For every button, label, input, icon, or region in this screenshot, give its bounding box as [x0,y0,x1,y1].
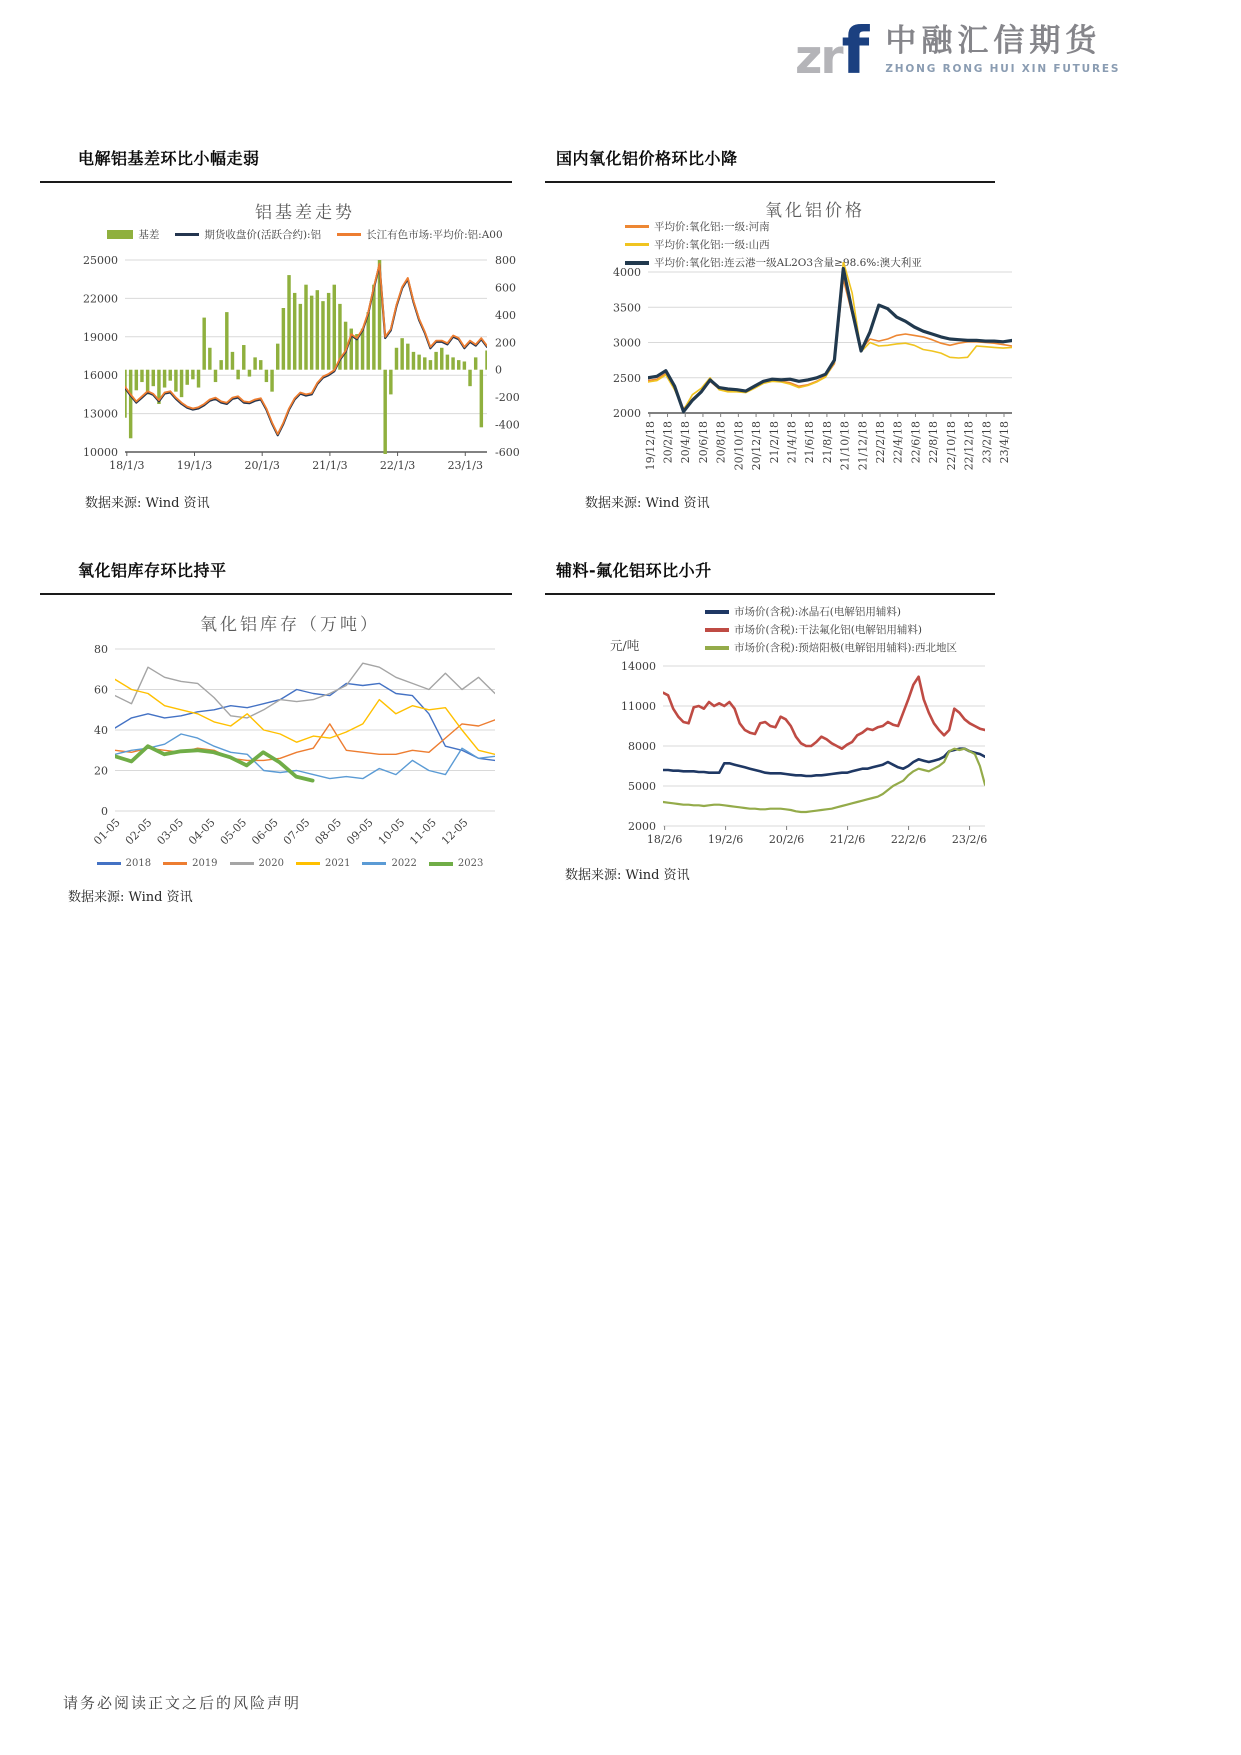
svg-text:-600: -600 [495,446,520,459]
logo-zr-text: zr [795,30,842,85]
svg-text:3000: 3000 [613,336,641,350]
svg-text:5000: 5000 [628,780,656,793]
svg-text:19/2/6: 19/2/6 [707,833,744,846]
svg-text:25000: 25000 [83,254,118,267]
svg-text:600: 600 [495,281,516,295]
svg-text:08-05: 08-05 [312,815,345,848]
legend-label: 2023 [457,858,484,869]
legend-label: 2018 [125,858,152,869]
svg-text:20/1/3: 20/1/3 [244,459,280,472]
svg-text:3500: 3500 [613,301,641,315]
svg-text:19/1/3: 19/1/3 [176,459,213,472]
svg-text:22/6/18: 22/6/18 [909,421,923,464]
svg-text:01-05: 01-05 [91,815,123,848]
logo-f-text: f [841,15,870,89]
chart3-alumina-inventory [70,635,510,859]
legend-label: 2022 [391,858,417,869]
svg-text:200: 200 [495,336,516,350]
legend-label: 长江有色市场:平均价:铝:A00 [366,229,503,241]
svg-text:80: 80 [94,643,108,656]
logo-company-name-en: ZHONG RONG HUI XIN FUTURES [885,62,1121,75]
svg-text:23/2/18: 23/2/18 [980,421,994,464]
legend-swatch [107,230,133,239]
divider [545,181,995,183]
legend-swatch [163,862,187,865]
svg-text:10000: 10000 [83,446,118,459]
divider [545,593,995,595]
chart2-alumina-price [600,262,1030,501]
legend-label: 平均价:氧化铝:连云港一级AL2O3含量≥98.6%:澳大利亚 [654,257,922,269]
legend-label: 市场价(含税):预焙阳极(电解铝用辅料):西北地区 [734,642,957,654]
legend-swatch [362,862,386,865]
svg-text:18/2/6: 18/2/6 [646,833,683,846]
legend-item [705,604,901,619]
chart4-data-source: 数据来源: Wind 资讯 [565,868,690,883]
svg-text:21/6/18: 21/6/18 [803,421,817,464]
svg-text:4000: 4000 [613,266,641,279]
svg-text:19000: 19000 [83,330,118,344]
legend-label: 平均价:氧化铝:一级:河南 [654,221,770,233]
legend-swatch [705,646,729,650]
svg-text:40: 40 [94,724,108,737]
svg-text:23/4/18: 23/4/18 [997,421,1011,464]
svg-text:09-05: 09-05 [344,815,376,848]
legend-swatch [175,233,199,236]
chart1-data-source: 数据来源: Wind 资讯 [85,496,210,511]
svg-text:22/4/18: 22/4/18 [891,421,905,464]
divider [40,181,512,183]
svg-text:22/2/18: 22/2/18 [874,421,888,464]
legend-swatch [625,243,649,246]
svg-text:2000: 2000 [613,407,641,420]
legend-item [429,858,483,869]
legend-swatch [429,862,453,866]
chart2-data-source: 数据来源: Wind 资讯 [585,496,710,511]
legend-label: 期货收盘价(活跃合约):铝 [204,229,322,241]
legend-label: 2020 [258,858,284,869]
legend-swatch [296,862,320,865]
chart1-title: 铝基差走势 [255,203,355,223]
legend-label: 平均价:氧化铝:一级:山西 [654,239,770,251]
risk-disclaimer: 请务必阅读正文之后的风险声明 [63,1694,302,1712]
legend-item [97,858,151,869]
legend-label: 市场价(含税):干法氟化铝(电解铝用辅料) [734,624,922,636]
svg-text:22000: 22000 [83,292,118,306]
svg-text:21/10/18: 21/10/18 [838,421,852,471]
chart4-auxiliary-materials [600,652,1020,861]
svg-text:16000: 16000 [83,369,118,383]
svg-text:11-05: 11-05 [407,815,439,848]
svg-text:21/2/18: 21/2/18 [767,421,781,464]
svg-text:03-05: 03-05 [154,815,187,848]
chart1-legend [80,227,530,242]
svg-text:400: 400 [495,308,516,322]
svg-text:22/12/18: 22/12/18 [962,421,976,471]
legend-swatch [337,233,361,236]
svg-text:20/10/18: 20/10/18 [732,421,746,471]
svg-text:10-05: 10-05 [375,815,408,848]
svg-text:20/2/18: 20/2/18 [661,421,675,464]
svg-text:21/2/6: 21/2/6 [829,833,866,846]
svg-text:20/6/18: 20/6/18 [696,421,710,464]
legend-swatch [625,225,649,228]
divider [40,593,512,595]
chart4-y-unit-label: 元/吨 [610,638,640,653]
section-header-basis: 电解铝基差环比小幅走弱 [78,149,260,168]
legend-item [175,227,321,242]
chart3-title: 氧化铝库存（万吨） [200,615,380,635]
svg-text:02-05: 02-05 [122,815,155,848]
svg-text:06-05: 06-05 [249,815,281,848]
legend-label: 2019 [192,858,218,869]
svg-text:20: 20 [94,764,108,778]
section-header-auxiliary: 辅料-氟化铝环比小升 [556,561,712,580]
chart3-data-source: 数据来源: Wind 资讯 [68,890,193,905]
legend-item [107,227,159,242]
svg-text:20/4/18: 20/4/18 [679,421,693,464]
svg-text:19/12/18: 19/12/18 [643,421,657,471]
legend-item [625,219,770,234]
svg-text:07-05: 07-05 [280,815,313,848]
svg-text:22/1/3: 22/1/3 [379,459,416,472]
legend-item [163,858,217,869]
svg-text:21/4/18: 21/4/18 [785,421,799,464]
svg-text:21/8/18: 21/8/18 [820,421,834,464]
legend-swatch [705,610,729,614]
section-header-alumina-inventory: 氧化铝库存环比持平 [78,561,227,580]
legend-label: 市场价(含税):冰晶石(电解铝用辅料) [734,606,901,618]
svg-text:2000: 2000 [628,820,656,833]
svg-text:20/8/18: 20/8/18 [714,421,728,464]
svg-text:23/2/6: 23/2/6 [951,833,988,846]
svg-text:2500: 2500 [613,371,641,385]
chart1-aluminum-basis [80,248,530,482]
svg-text:23/1/3: 23/1/3 [447,459,483,472]
legend-swatch [230,862,254,865]
svg-text:12-05: 12-05 [438,815,471,848]
svg-text:0: 0 [101,805,108,818]
legend-swatch [705,628,729,632]
legend-item [625,237,770,252]
svg-text:22/8/18: 22/8/18 [927,421,941,464]
svg-text:05-05: 05-05 [217,815,250,848]
logo-company-name-cn: 中融汇信期货 [885,23,1102,59]
svg-text:22/2/6: 22/2/6 [890,833,927,846]
svg-text:13000: 13000 [83,407,118,421]
svg-text:14000: 14000 [621,660,656,673]
logo-zrf-mark [795,15,870,89]
company-logo [795,15,1121,89]
svg-text:-400: -400 [495,418,520,432]
svg-text:11000: 11000 [621,700,656,713]
legend-item [362,858,416,869]
svg-text:22/10/18: 22/10/18 [944,421,958,471]
section-header-alumina-price: 国内氧化铝价格环比小降 [556,149,738,168]
legend-item [705,622,922,637]
svg-text:0: 0 [495,363,502,377]
svg-text:18/1/3: 18/1/3 [109,459,145,472]
svg-text:8000: 8000 [628,740,656,753]
svg-text:20/12/18: 20/12/18 [750,421,764,471]
legend-swatch [97,862,121,865]
chart2-title: 氧化铝价格 [765,201,865,221]
svg-text:-200: -200 [495,391,520,405]
svg-text:04-05: 04-05 [186,815,218,848]
svg-text:60: 60 [94,683,108,697]
svg-text:800: 800 [495,254,516,267]
svg-text:21/12/18: 21/12/18 [856,421,870,471]
legend-item [337,227,503,242]
legend-label: 基差 [138,229,160,241]
svg-text:21/1/3: 21/1/3 [312,459,348,472]
legend-item [296,858,350,869]
svg-text:20/2/6: 20/2/6 [768,833,805,846]
chart3-legend [80,858,500,869]
legend-label: 2021 [325,858,351,869]
legend-item [230,858,284,869]
chart4-legend [705,604,957,655]
